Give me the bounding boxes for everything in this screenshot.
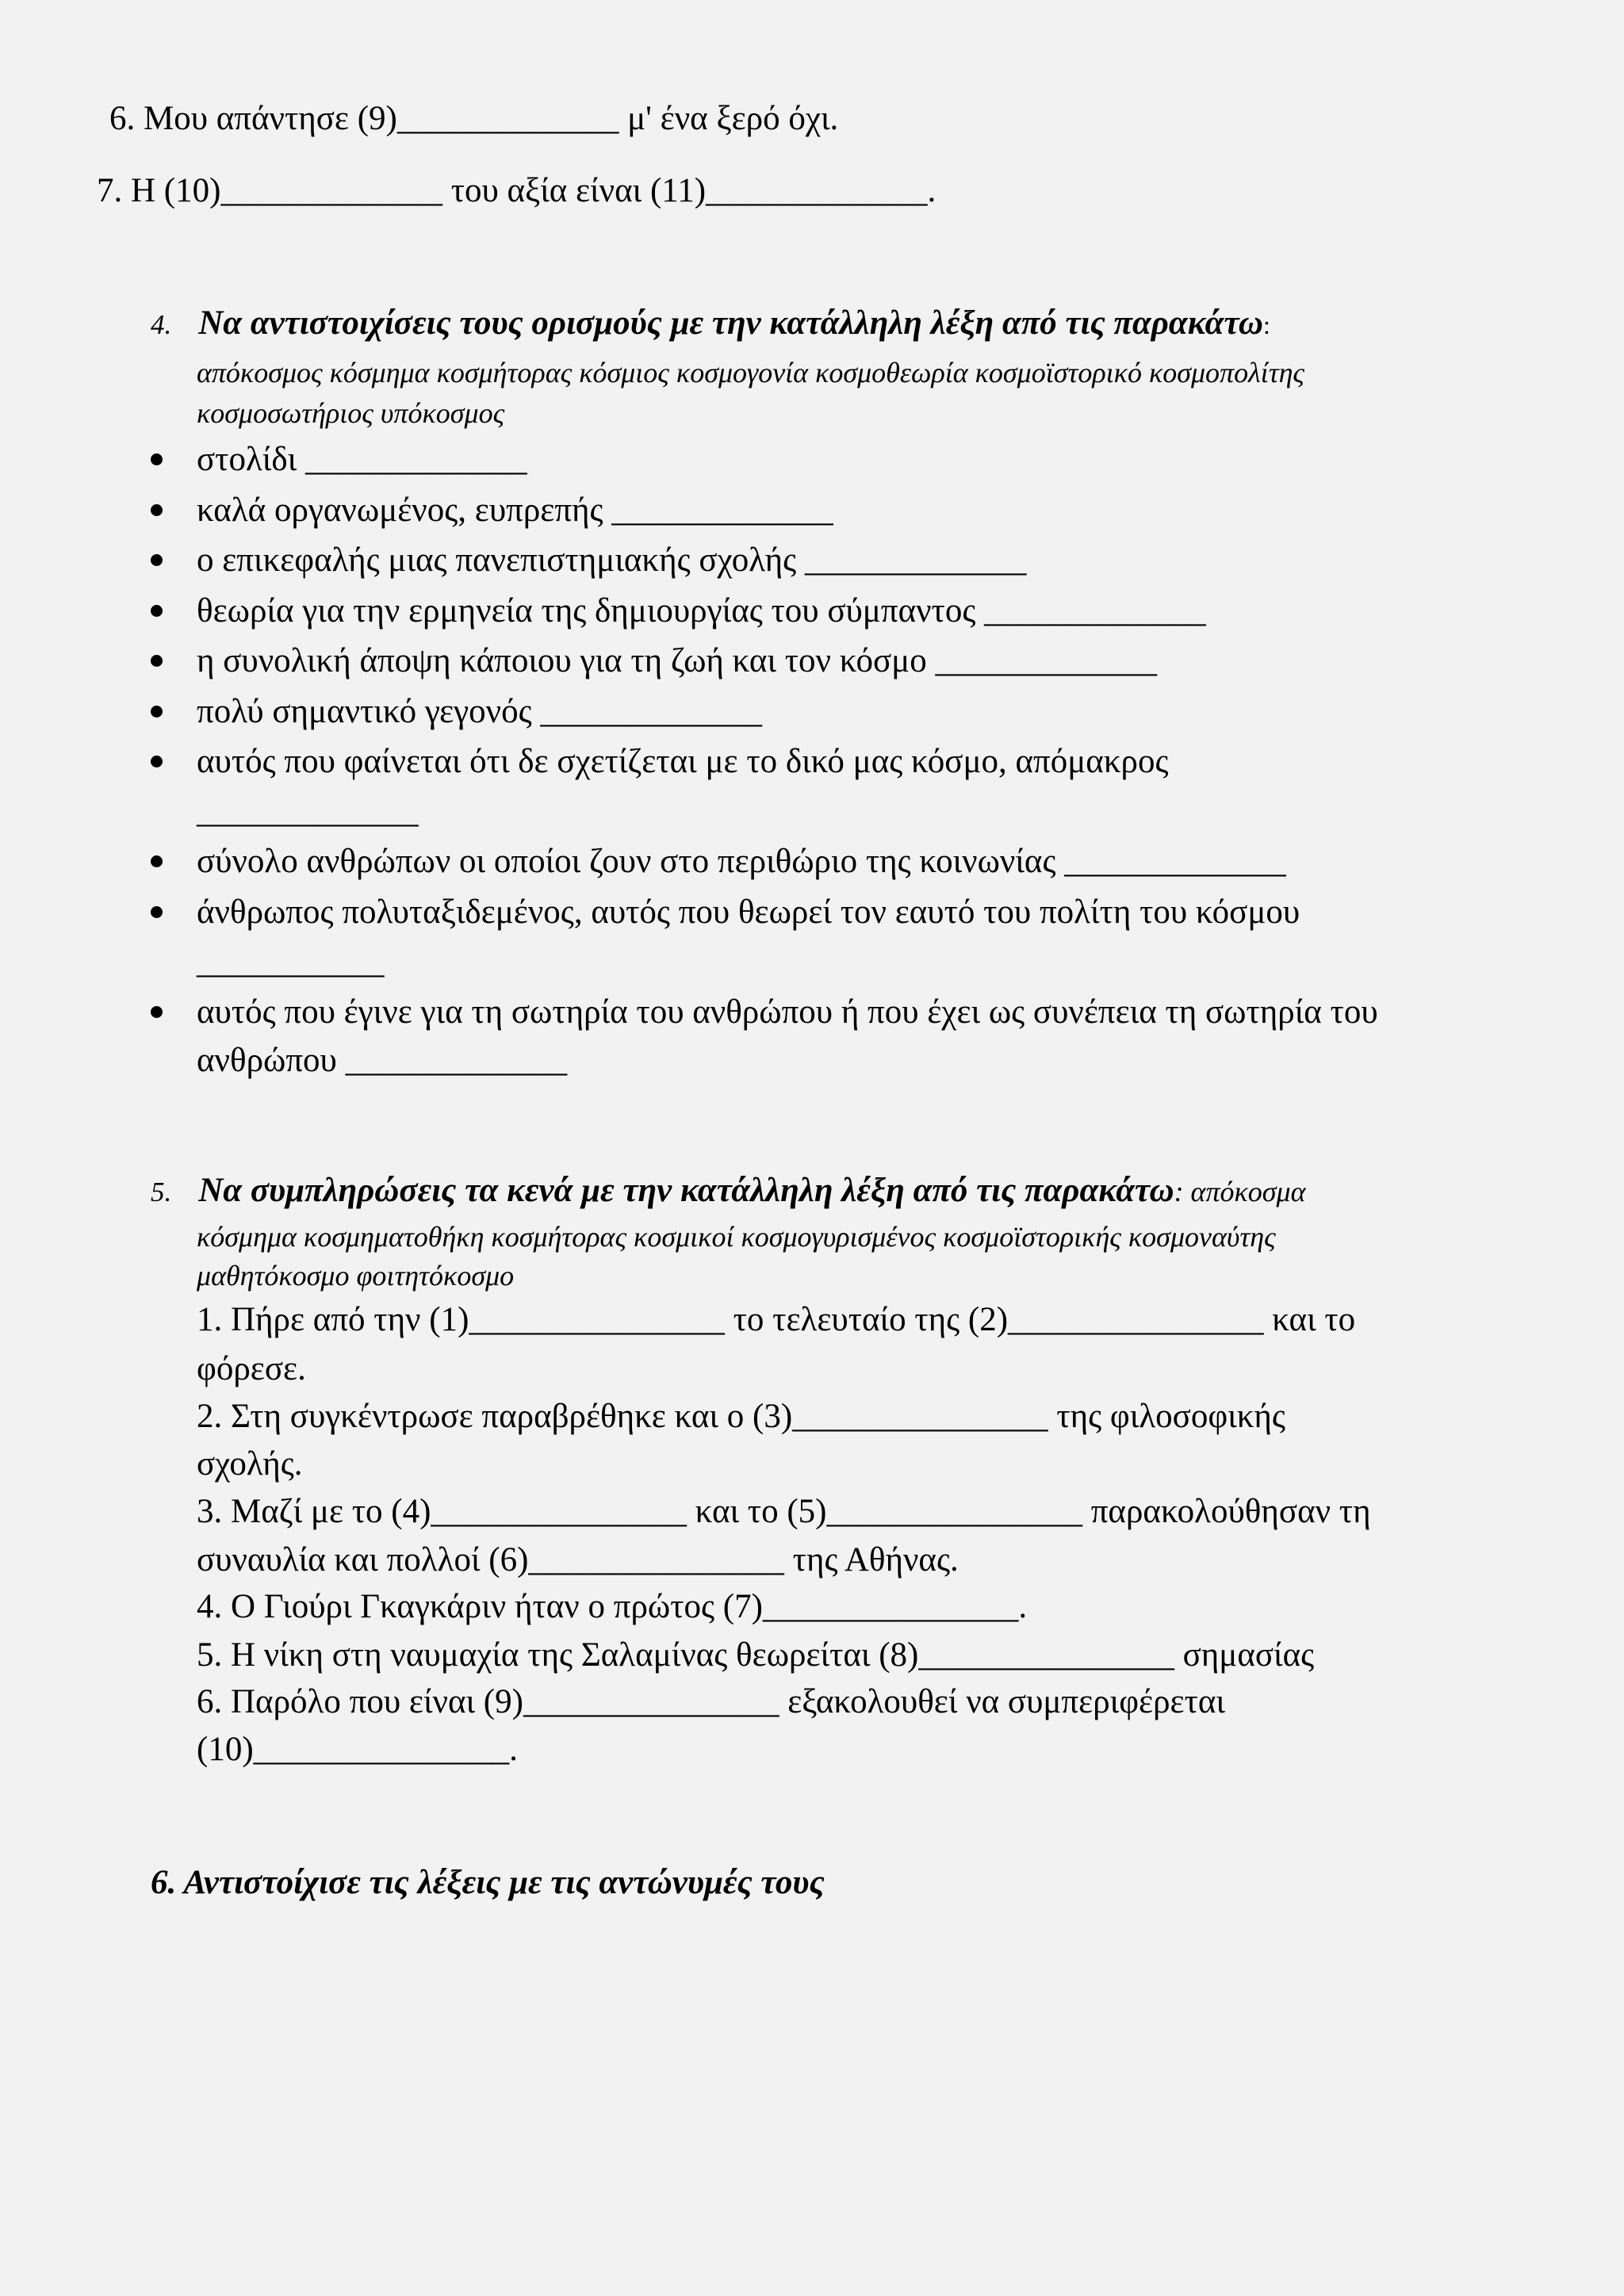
q4-heading [151, 306, 1270, 340]
q4-item: σύνολο ανθρώπων οι οποίοι ζουν στο περιθώριο της κοινωνίας _____________ [197, 843, 1286, 880]
q4-item-continuation: _____________ [197, 793, 419, 830]
q5-heading [151, 1173, 1305, 1207]
q5-line: 4. Ο Γιούρι Γκαγκάριν ήταν ο πρώτος (7)_______________. [197, 1588, 1028, 1625]
q5-line: 2. Στη συγκέντρωσε παραβρέθηκε και ο (3)_______________ της φιλοσοφικής [197, 1398, 1285, 1435]
bullet-icon [151, 453, 163, 465]
q5-line: (10)_______________. [197, 1731, 518, 1768]
q4-item: αυτός που φαίνεται ότι δε σχετίζεται με το δικό μας κόσμο, απόμακρος [197, 743, 1169, 780]
q5-title: Να συμπληρώσεις τα κενά με την κατάλληλη λέξη από τις παρακάτω [198, 1172, 1174, 1209]
q4-item-continuation: ___________ [197, 943, 385, 981]
q4-item: πολύ σημαντικό γεγονός _____________ [197, 693, 762, 730]
q5-number: 5. [151, 1177, 172, 1207]
q6-heading: 6. Αντιστοίχισε τις λέξεις με τις αντώνυμές τους [151, 1864, 825, 1901]
exercise-3-line-7: 7. Η (10)_____________ του αξία είναι (11)_____________. [97, 172, 936, 209]
q4-item: ο επικεφαλής μιας πανεπιστημιακής σχολής _____________ [197, 541, 1027, 579]
q4-colon: : [1263, 311, 1270, 339]
q5-line: σχολής. [197, 1445, 303, 1483]
bullet-icon [151, 554, 163, 566]
q5-line: 6. Παρόλο που είναι (9)_______________ εξακολουθεί να συμπεριφέρεται [197, 1683, 1225, 1720]
q5-line: συναυλία και πολλοί (6)_______________ της Αθήνας. [197, 1541, 959, 1578]
q4-item: θεωρία για την ερμηνεία της δημιουργίας του σύμπαντος _____________ [197, 592, 1206, 629]
bullet-icon [151, 855, 163, 867]
exercise-3-line-6: 6. Μου απάντησε (9)_____________ μ' ένα ξερό όχι. [109, 100, 839, 137]
q4-item: στολίδι _____________ [197, 441, 527, 478]
bullet-icon [151, 605, 163, 617]
q5-word-bank-start: : απόκοσμα [1174, 1176, 1306, 1207]
bullet-icon [151, 1006, 163, 1018]
q5-line: 3. Μαζί με το (4)_______________ και το (5)_______________ παρακολούθησαν τη [197, 1493, 1371, 1530]
q4-item: αυτός που έγινε για τη σωτηρία του ανθρώπου ή που έχει ως συνέπεια τη σωτηρία του [197, 993, 1378, 1031]
q4-item: άνθρωπος πολυταξιδεμένος, αυτός που θεωρεί τον εαυτό του πολίτη του κόσμου [197, 894, 1300, 931]
bullet-icon [151, 504, 163, 516]
bullet-icon [151, 706, 163, 718]
q5-word-bank-line-1: κόσμημα κοσμηματοθήκη κοσμήτορας κοσμικοί κοσμογυρισμένος κοσμοϊστορικής κοσμοναύτης [197, 1221, 1276, 1253]
bullet-icon [151, 756, 163, 767]
q5-line: 1. Πήρε από την (1)_______________ το τελευταίο της (2)_______________ και το [197, 1301, 1356, 1338]
q5-line: 5. Η νίκη στη ναυμαχία της Σαλαμίνας θεωρείται (8)_______________ σημασίας [197, 1636, 1315, 1674]
bullet-icon [151, 655, 163, 667]
q4-item: καλά οργανωμένος, ευπρεπής _____________ [197, 492, 833, 529]
q5-line: φόρεσε. [197, 1350, 306, 1387]
q4-word-bank-line-2: κοσμοσωτήριος υπόκοσμος [197, 397, 505, 429]
bullet-icon [151, 906, 163, 918]
q4-title: Να αντιστοιχίσεις τους ορισμούς με την κατάλληλη λέξη από τις παρακάτω [198, 304, 1264, 342]
q4-word-bank-line-1: απόκοσμος κόσμημα κοσμήτορας κόσμιος κοσμογονία κοσμοθεωρία κοσμοϊστορικό κοσμοπολίτης [197, 357, 1305, 388]
q4-item-continuation: ανθρώπου _____________ [197, 1042, 568, 1079]
q4-item: η συνολική άποψη κάποιου για τη ζωή και τον κόσμο _____________ [197, 642, 1157, 679]
q5-word-bank-line-2: μαθητόκοσμο φοιτητόκοσμο [197, 1260, 515, 1292]
q4-number: 4. [151, 309, 172, 340]
